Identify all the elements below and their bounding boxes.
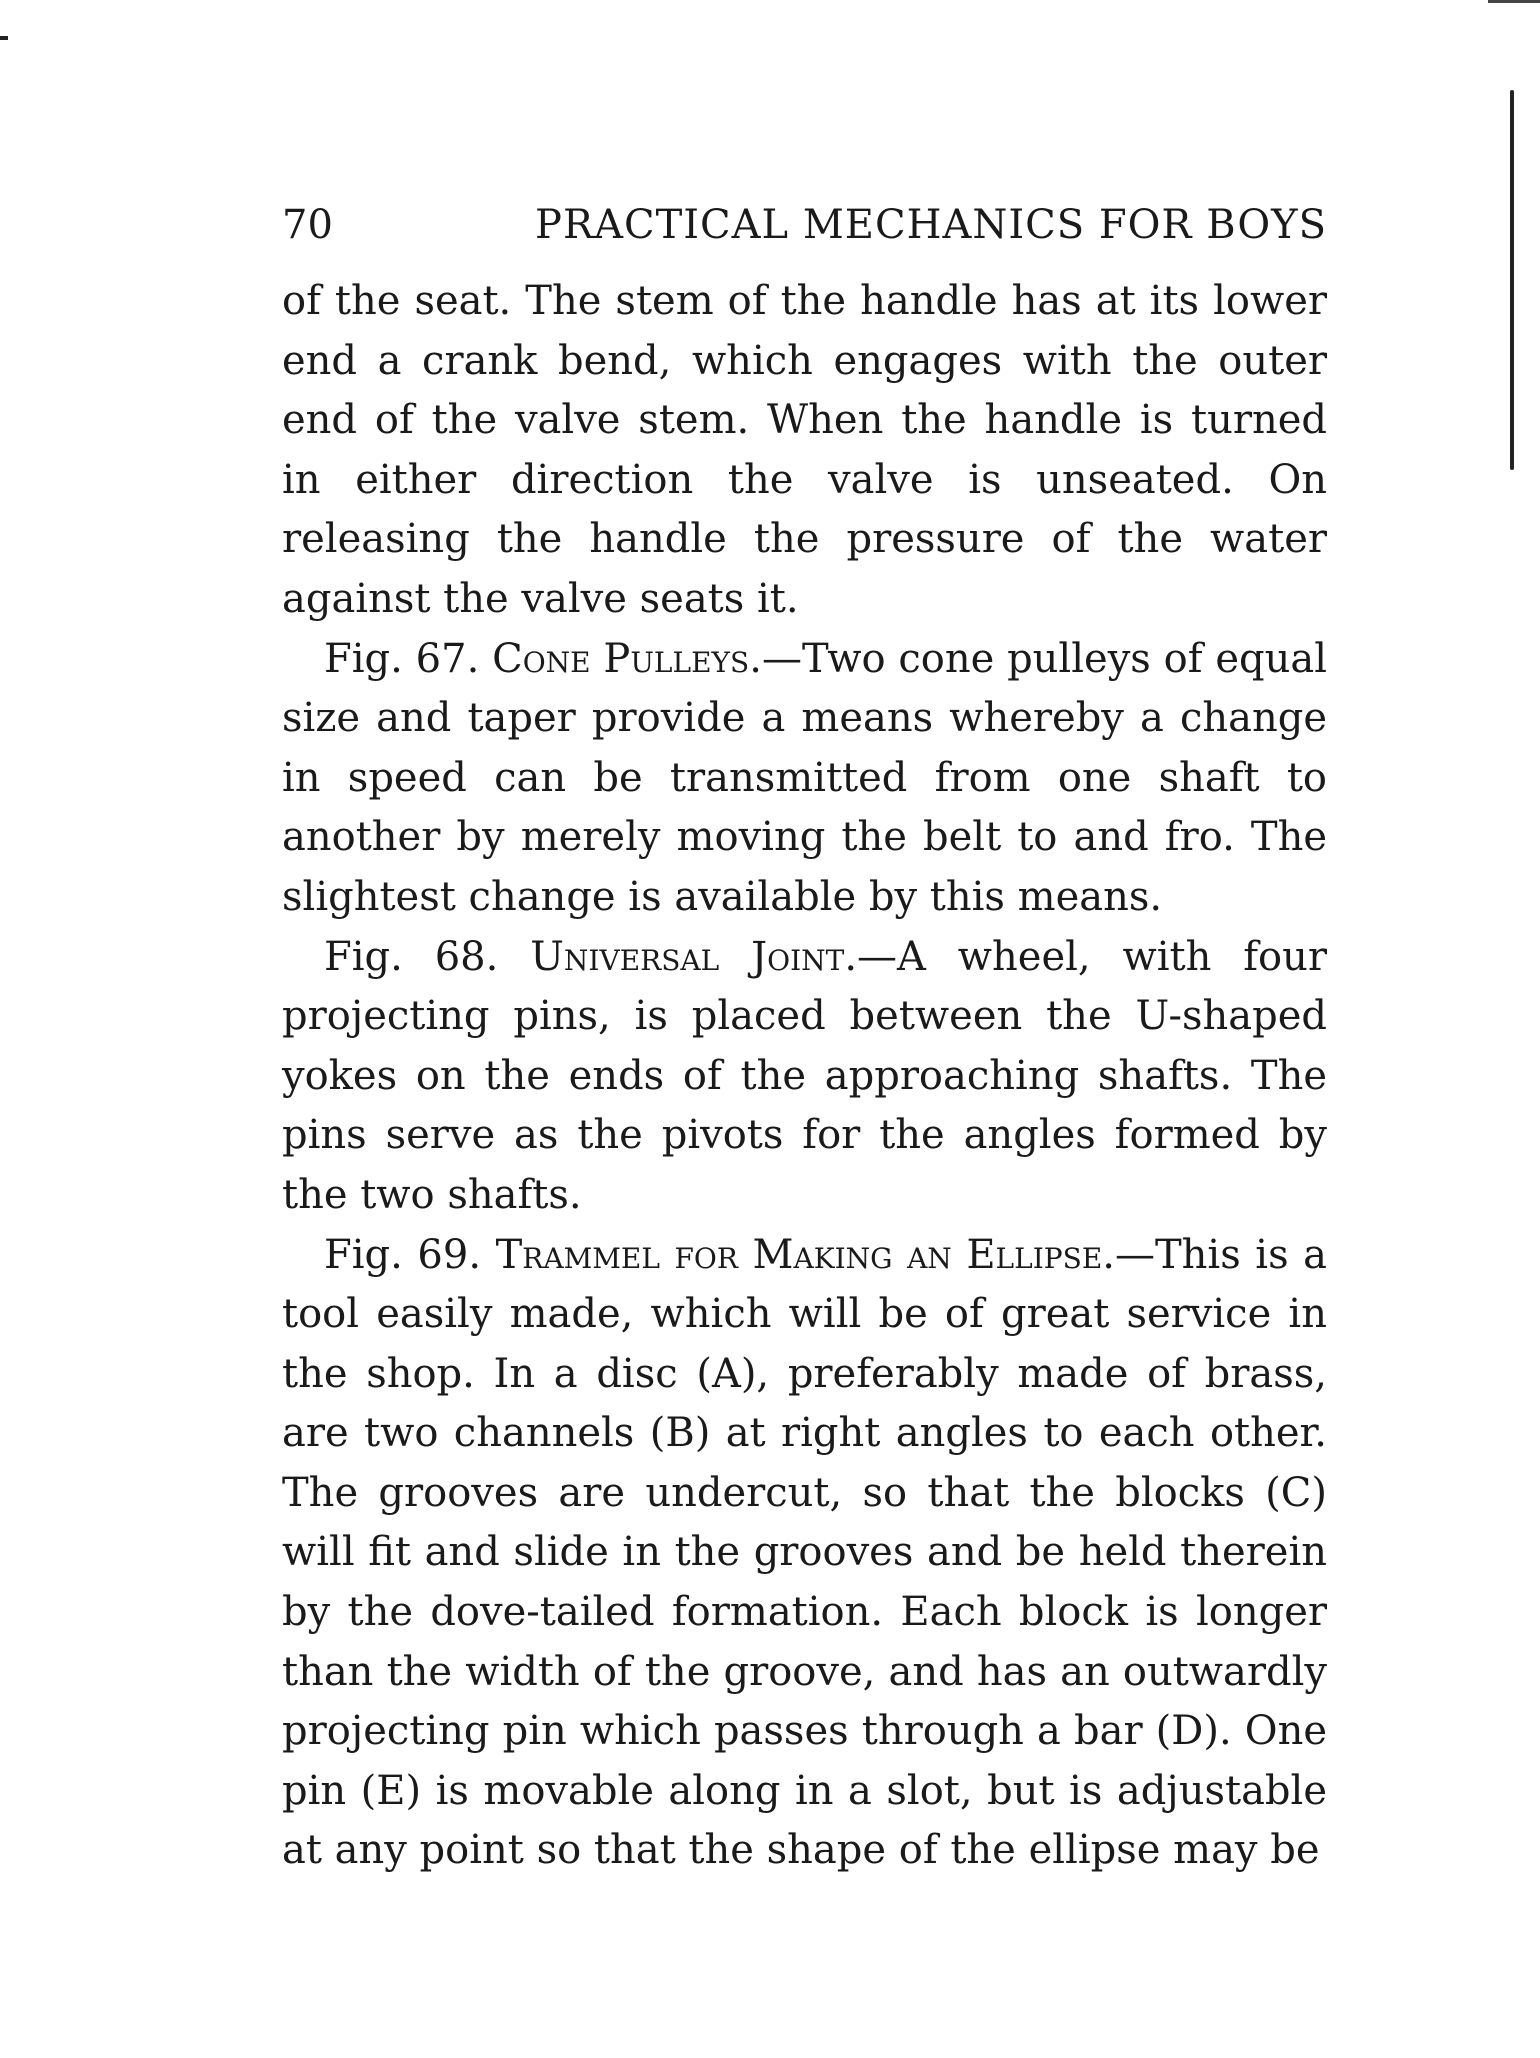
- page-number: 70: [282, 202, 333, 248]
- paragraph-fig-68: [282, 928, 1327, 1226]
- scan-edge-right: [1510, 90, 1514, 470]
- paragraph-continuation: [282, 272, 1327, 630]
- paragraph-text: of the seat. The stem of the handle has at its lower end a crank bend, which engages with the outer end of the valve stem. When the handle is turned in either direction the valve is unseated. On releasing the handle the pressure of the water against the valve seats it.: [282, 278, 1327, 622]
- scan-mark: [0, 36, 8, 40]
- paragraph-text: —Two cone pulleys of equal size and taper provide a means whereby a change in speed can be transmitted from one shaft to another by merely moving the belt to and fro. The slightest change is available by this means.: [282, 635, 1328, 920]
- paragraph-fig-69: [282, 1226, 1327, 1882]
- paragraph-fig-67: [282, 630, 1327, 928]
- figure-reference: Fig. 69.: [324, 1231, 482, 1278]
- running-header: [282, 200, 1327, 250]
- running-title: PRACTICAL MECHANICS FOR BOYS: [535, 202, 1327, 248]
- section-heading: Universal Joint.: [530, 933, 858, 980]
- book-page: [282, 200, 1327, 1881]
- section-heading: Cone Pulleys.: [492, 635, 762, 682]
- figure-reference: Fig. 67.: [324, 635, 480, 682]
- scan-edge-top: [1488, 0, 1540, 3]
- figure-reference: Fig. 68.: [324, 933, 499, 980]
- section-heading: Trammel for Making an Ellipse.: [495, 1231, 1115, 1278]
- paragraph-text: —This is a tool easily made, which will be of great service in the shop. In a disc (A), preferably made of brass, are two channels (B) at right angles to each other. The grooves are undercut, so that the blocks (C) will fit and slide in the grooves and be held therein by the dove-tailed formation. Each block is longer than the width of the groove, and has an outwardly projecting pin which passes through a bar (D). One pin (E) is movable along in a slot, but is adjustable at any point so that the shape of the ellipse may be: [282, 1231, 1328, 1874]
- paragraph-text: —A wheel, with four projecting pins, is placed between the U-shaped yokes on the ends of the approaching shafts. The pins serve as the pivots for the angles formed by the two shafts.: [282, 933, 1327, 1218]
